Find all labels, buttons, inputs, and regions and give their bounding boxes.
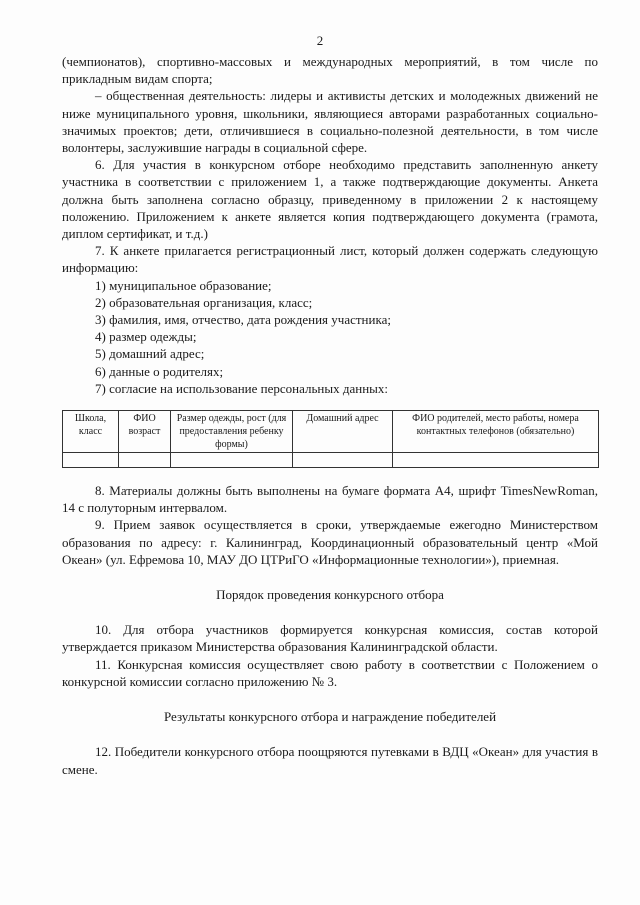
list-item: 4) размер одежды; — [95, 329, 197, 345]
page-number: 2 — [316, 33, 324, 48]
section-heading: Порядок проведения конкурсного отбора — [216, 587, 444, 603]
table-row — [63, 453, 599, 468]
list-item: 2) образовательная организация, класс; — [95, 294, 313, 310]
list-item: 6) данные о родителях; — [95, 363, 224, 379]
registration-table — [62, 410, 599, 468]
paragraph-item-10: 10. Для отбора участников формируется конкурсная комиссия, состав которой утверждается приказом Министерства образования Калининградской области. — [62, 622, 598, 655]
paragraph-item-6: 6. Для участия в конкурсном отборе необходимо представить заполненную анкету участника в соответствии с приложением 1, а также подтверждающие документы. Анкета должна быть заполнена согласно образцу, приведенному в приложении 2 к настоящему положению. Приложением к анкете является копия подтверждающего документа (грамота, диплом сертификат, и т.д.) — [62, 157, 598, 242]
table-header-cell: Домашний адрес — [293, 411, 393, 453]
paragraph-item-12: 12. Победители конкурсного отбора поощряются путевками в ВДЦ «Океан» для участия в смене. — [62, 744, 598, 777]
table-cell — [171, 453, 293, 468]
table-header-row — [63, 411, 599, 453]
list-item: 7) согласие на использование персональных данных: — [95, 380, 389, 396]
list-item: 3) фамилия, имя, отчество, дата рождения участника; — [95, 312, 391, 328]
paragraph: (чемпионатов), спортивно-массовых и международных мероприятий, в том числе по прикладным видам спорта; — [62, 54, 598, 87]
list-item: 1) муниципальное образование; — [95, 277, 272, 293]
paragraph-item-8: 8. Материалы должны быть выполнены на бумаге формата А4, шрифт TimesNewRoman, 14 с полуторным интервалом. — [62, 483, 598, 516]
table-header-cell: Школа, класс — [63, 411, 119, 453]
paragraph-item-11: 11. Конкурсная комиссия осуществляет свою работу в соответствии с Положением о конкурсной комиссии согласно приложению № 3. — [62, 656, 598, 689]
table-cell — [63, 453, 119, 468]
table-header-cell: Размер одежды, рост (для предоставления ребенку формы) — [171, 411, 293, 453]
paragraph-item-9: 9. Прием заявок осуществляется в сроки, утверждаемые ежегодно Министерством образования по адресу: г. Калининград, Координационный образовательный центр «Мой Океан» (ул. Ефремова 10, МАУ ДО ЦТРиГО «Информационные технологии»), приемная. — [62, 517, 598, 567]
table-cell — [293, 453, 393, 468]
table-header-cell: ФИО родителей, место работы, номера контактных телефонов (обязательно) — [393, 411, 599, 453]
list-item: 5) домашний адрес; — [95, 346, 205, 362]
paragraph: – общественная деятельность: лидеры и активисты детских и молодежных движений не ниже муниципального уровня, школьники, являющиеся авторами разработанных социально-значимых проектов; дети, отличившиеся в социально-полезной деятельности, в том числе волонтеры, заслужившие награды в социальной сфере. — [62, 88, 598, 156]
paragraph-item-7: 7. К анкете прилагается регистрационный лист, который должен содержать следующую информацию: — [62, 243, 598, 276]
document-body — [62, 53, 598, 778]
table-header-cell: ФИО возраст — [119, 411, 171, 453]
table-cell — [393, 453, 599, 468]
section-heading: Результаты конкурсного отбора и награждение победителей — [163, 709, 497, 725]
table-cell — [119, 453, 171, 468]
